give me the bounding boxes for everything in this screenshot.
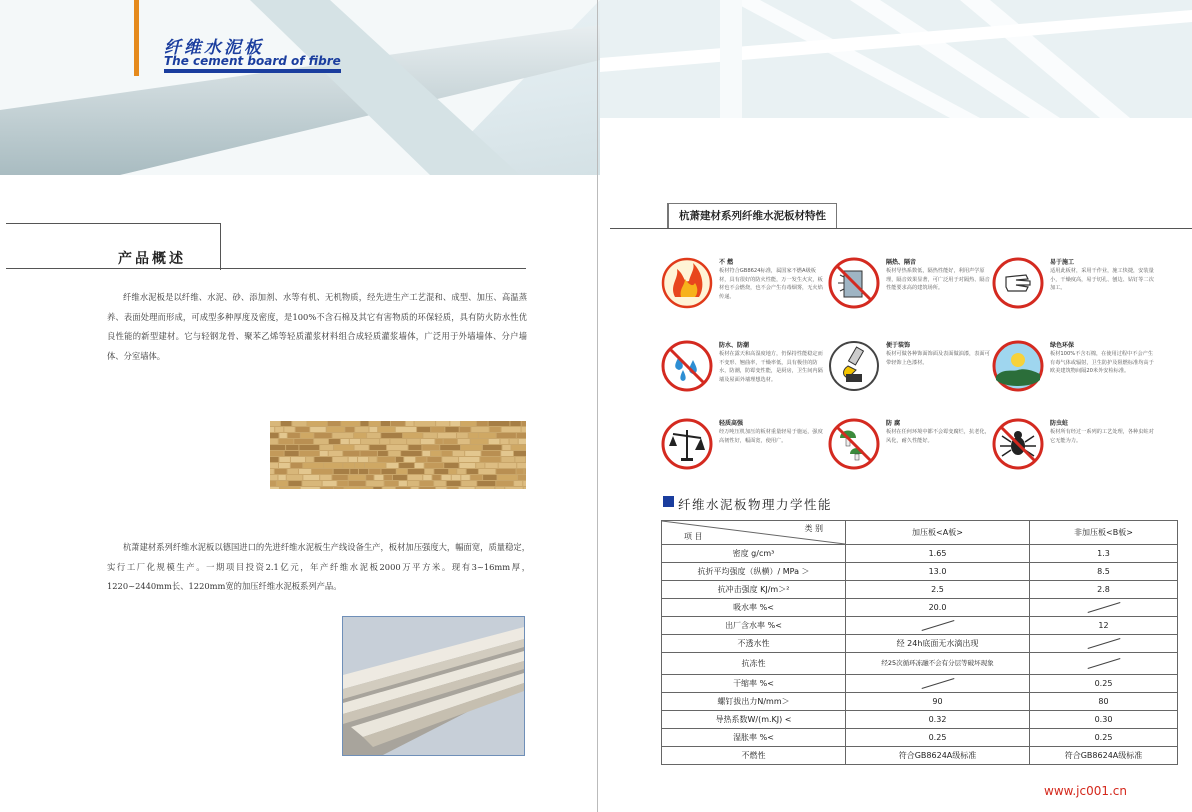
page-divider bbox=[597, 0, 598, 812]
row-value-b: 80 bbox=[1030, 693, 1178, 711]
section-title: 产品概述 bbox=[118, 251, 186, 267]
section-frame bbox=[6, 223, 221, 270]
row-value-a: 90 bbox=[846, 693, 1030, 711]
row-value-a: 经25次循环冻融不会有分层等破坏现象 bbox=[846, 653, 1030, 675]
row-label: 螺钉拔出力N/mm＞ bbox=[662, 693, 846, 711]
table-row bbox=[662, 581, 1178, 599]
landscape-icon bbox=[992, 340, 1044, 392]
feature-title: 隔热、隔音 bbox=[886, 259, 917, 266]
row-value-b: 8.5 bbox=[1030, 563, 1178, 581]
accent-bar bbox=[134, 0, 139, 76]
row-value-a bbox=[846, 617, 1030, 635]
row-value-a: 0.25 bbox=[846, 729, 1030, 747]
feature-item bbox=[992, 418, 1152, 478]
row-value-b: 0.30 bbox=[1030, 711, 1178, 729]
feature-item bbox=[661, 340, 821, 400]
row-label: 不透水性 bbox=[662, 635, 846, 653]
row-label: 抗冲击强度 KJ/m＞² bbox=[662, 581, 846, 599]
row-value-a bbox=[846, 675, 1030, 693]
not-applicable-mark bbox=[921, 620, 954, 631]
feature-desc: 板材符合GB8624标准，属国家不燃A级板材，具有很好的防火性能，万一发生火灾，板材也不会燃烧，也不会产生有毒烟雾，无火焰传递。 bbox=[719, 268, 823, 300]
sound-insulation-icon bbox=[828, 257, 880, 309]
feature-item bbox=[992, 340, 1152, 400]
row-value-b bbox=[1030, 653, 1178, 675]
features-divider bbox=[610, 228, 1192, 229]
header-item: 项 目 bbox=[684, 532, 703, 541]
feature-desc: 板材可做各种饰面饰面及表面做油漆，表面可带轻饰上色漆材。 bbox=[886, 351, 990, 366]
row-value-b: 12 bbox=[1030, 617, 1178, 635]
boards-photo bbox=[342, 616, 525, 756]
feature-item bbox=[828, 340, 988, 400]
table-row bbox=[662, 635, 1178, 653]
table-row bbox=[662, 599, 1178, 617]
feature-title: 防水、防潮 bbox=[719, 342, 750, 349]
mushroom-icon bbox=[828, 418, 880, 470]
feature-title: 绿色环保 bbox=[1050, 342, 1075, 349]
feature-desc: 板材在任何环境中都不会霉变腐烂，抗老化，风化，耐久性能好。 bbox=[886, 429, 990, 444]
feature-title: 防 腐 bbox=[886, 420, 901, 427]
header-diagonal-cell bbox=[662, 521, 846, 545]
row-label: 不燃性 bbox=[662, 747, 846, 765]
feature-desc: 经万吨压机加压的板材重量轻易于施运，强度高韧性好，幅面宽，使用广。 bbox=[719, 429, 823, 444]
intro-paragraph: 纤维水泥板是以纤维、水泥、砂、添加剂、水等有机、无机物质，经先进生产工艺混和、成型、加压、高温蒸养、表面处理而形成，可成型多种厚度及密度，是100%不含石棉及其它有害物质的环保轻质，具有防火防水性优良性能的新型建材。它与轻钢龙骨、聚苯乙烯等轻质灌浆材料组合成轻质灌浆墙体，广泛用于外墙墙体、分户墙体、分室墙体。 bbox=[107, 292, 527, 361]
stone-texture-image bbox=[270, 421, 526, 489]
feature-desc: 板材在露天和高湿度地方，仍保持性能稳定而不变形、翘曲率，干燥率低，具有极佳的防水，防潮，防霉变性能，是厨房，卫生间内隔墙及屋面外墙理想选材。 bbox=[719, 351, 823, 383]
header-col-a: 加压板<A板> bbox=[846, 521, 1030, 545]
features-heading: 杭萧建材系列纤维水泥板材特性 bbox=[667, 203, 837, 229]
row-value-a: 1.65 bbox=[846, 545, 1030, 563]
table-row bbox=[662, 729, 1178, 747]
row-value-b bbox=[1030, 635, 1178, 653]
insect-icon bbox=[992, 418, 1044, 470]
header-category: 类 别 bbox=[804, 524, 823, 533]
feature-item bbox=[992, 257, 1152, 317]
properties-heading: 纤维水泥板物理力学性能 bbox=[678, 497, 833, 512]
feature-item bbox=[661, 418, 821, 478]
table-row bbox=[662, 653, 1178, 675]
row-value-a: 2.5 bbox=[846, 581, 1030, 599]
balance-scale-icon bbox=[661, 418, 713, 470]
feature-desc: 板材导热系数低，隔热性能好，利用声学原理，隔音效果显著，可广泛用于对隔热、隔音性能要求高的建筑场所。 bbox=[886, 268, 990, 292]
row-value-a: 0.32 bbox=[846, 711, 1030, 729]
hand-construction-icon bbox=[992, 257, 1044, 309]
paint-brush-icon bbox=[828, 340, 880, 392]
banner-subtitle: The cement board of fibre bbox=[164, 54, 341, 73]
row-value-a: 20.0 bbox=[846, 599, 1030, 617]
row-value-b: 0.25 bbox=[1030, 675, 1178, 693]
feature-title: 便于装饰 bbox=[886, 342, 911, 349]
fire-icon bbox=[661, 257, 713, 309]
row-label: 吸水率 %< bbox=[662, 599, 846, 617]
feature-desc: 板材所有经过一系列的工艺处理，各种虫蛀对它无能为力。 bbox=[1050, 429, 1154, 444]
feature-desc: 板材100%不含石棉，在使用过程中不会产生有毒气体或辐射，卫生防护及阻燃标准均高于欧美建筑物间隔20米外安检标准。 bbox=[1050, 351, 1154, 375]
feature-item bbox=[828, 418, 988, 478]
row-value-b: 2.8 bbox=[1030, 581, 1178, 599]
feature-title: 易于施工 bbox=[1050, 259, 1075, 266]
row-label: 密度 g/cm³ bbox=[662, 545, 846, 563]
properties-table bbox=[661, 520, 1178, 765]
row-value-b: 1.3 bbox=[1030, 545, 1178, 563]
table-row bbox=[662, 675, 1178, 693]
table-row bbox=[662, 693, 1178, 711]
table-row bbox=[662, 545, 1178, 563]
banner-photo bbox=[0, 0, 1192, 175]
not-applicable-mark bbox=[1087, 658, 1120, 669]
feature-desc: 适用此板材，采用干作业，施工快捷，安装量小，干燥度高，易于切孔、刨边、钻钉等二次加工。 bbox=[1050, 268, 1154, 292]
header-col-b: 非加压板<B板> bbox=[1030, 521, 1178, 545]
row-label: 湿胀率 %< bbox=[662, 729, 846, 747]
row-label: 干缩率 %< bbox=[662, 675, 846, 693]
row-value-a: 13.0 bbox=[846, 563, 1030, 581]
table-row bbox=[662, 711, 1178, 729]
row-label: 出厂含水率 %< bbox=[662, 617, 846, 635]
feature-title: 不 燃 bbox=[719, 259, 734, 266]
table-row bbox=[662, 617, 1178, 635]
table-row bbox=[662, 747, 1178, 765]
not-applicable-mark bbox=[1087, 602, 1120, 613]
production-paragraph: 杭萧建材系列纤维水泥板以德国进口的先进纤维水泥板生产线设备生产，板材加压强度大，幅面宽，质量稳定，实行工厂化规模生产。一期项目投资2.1亿元，年产纤维水泥板2000万平方米。现有3~16mm厚，1220~2440mm长、1220mm宽的加压纤维水泥板系列产品。 bbox=[107, 542, 530, 592]
row-value-a: 符合GB8624A级标准 bbox=[846, 747, 1030, 765]
watermark-url: www.jc001.cn bbox=[1044, 784, 1128, 798]
not-applicable-mark bbox=[921, 678, 954, 689]
row-label: 导热系数W/(m.KJ) < bbox=[662, 711, 846, 729]
feature-title: 防虫蛀 bbox=[1050, 420, 1069, 427]
section-divider bbox=[6, 268, 526, 269]
water-drops-icon bbox=[661, 340, 713, 392]
row-value-b: 符合GB8624A级标准 bbox=[1030, 747, 1178, 765]
row-label: 抗折平均强度（纵横）/ MPa ＞ bbox=[662, 563, 846, 581]
feature-title: 轻质高强 bbox=[719, 420, 744, 427]
not-applicable-mark bbox=[1087, 638, 1120, 649]
banner-title: 纤维水泥板 bbox=[164, 38, 264, 58]
row-value-a: 经 24h底面无水滴出现 bbox=[846, 635, 1030, 653]
row-value-b: 0.25 bbox=[1030, 729, 1178, 747]
table-row bbox=[662, 563, 1178, 581]
table-header-row bbox=[662, 521, 1178, 545]
feature-item bbox=[661, 257, 821, 317]
row-value-b bbox=[1030, 599, 1178, 617]
feature-item bbox=[828, 257, 988, 317]
row-label: 抗冻性 bbox=[662, 653, 846, 675]
